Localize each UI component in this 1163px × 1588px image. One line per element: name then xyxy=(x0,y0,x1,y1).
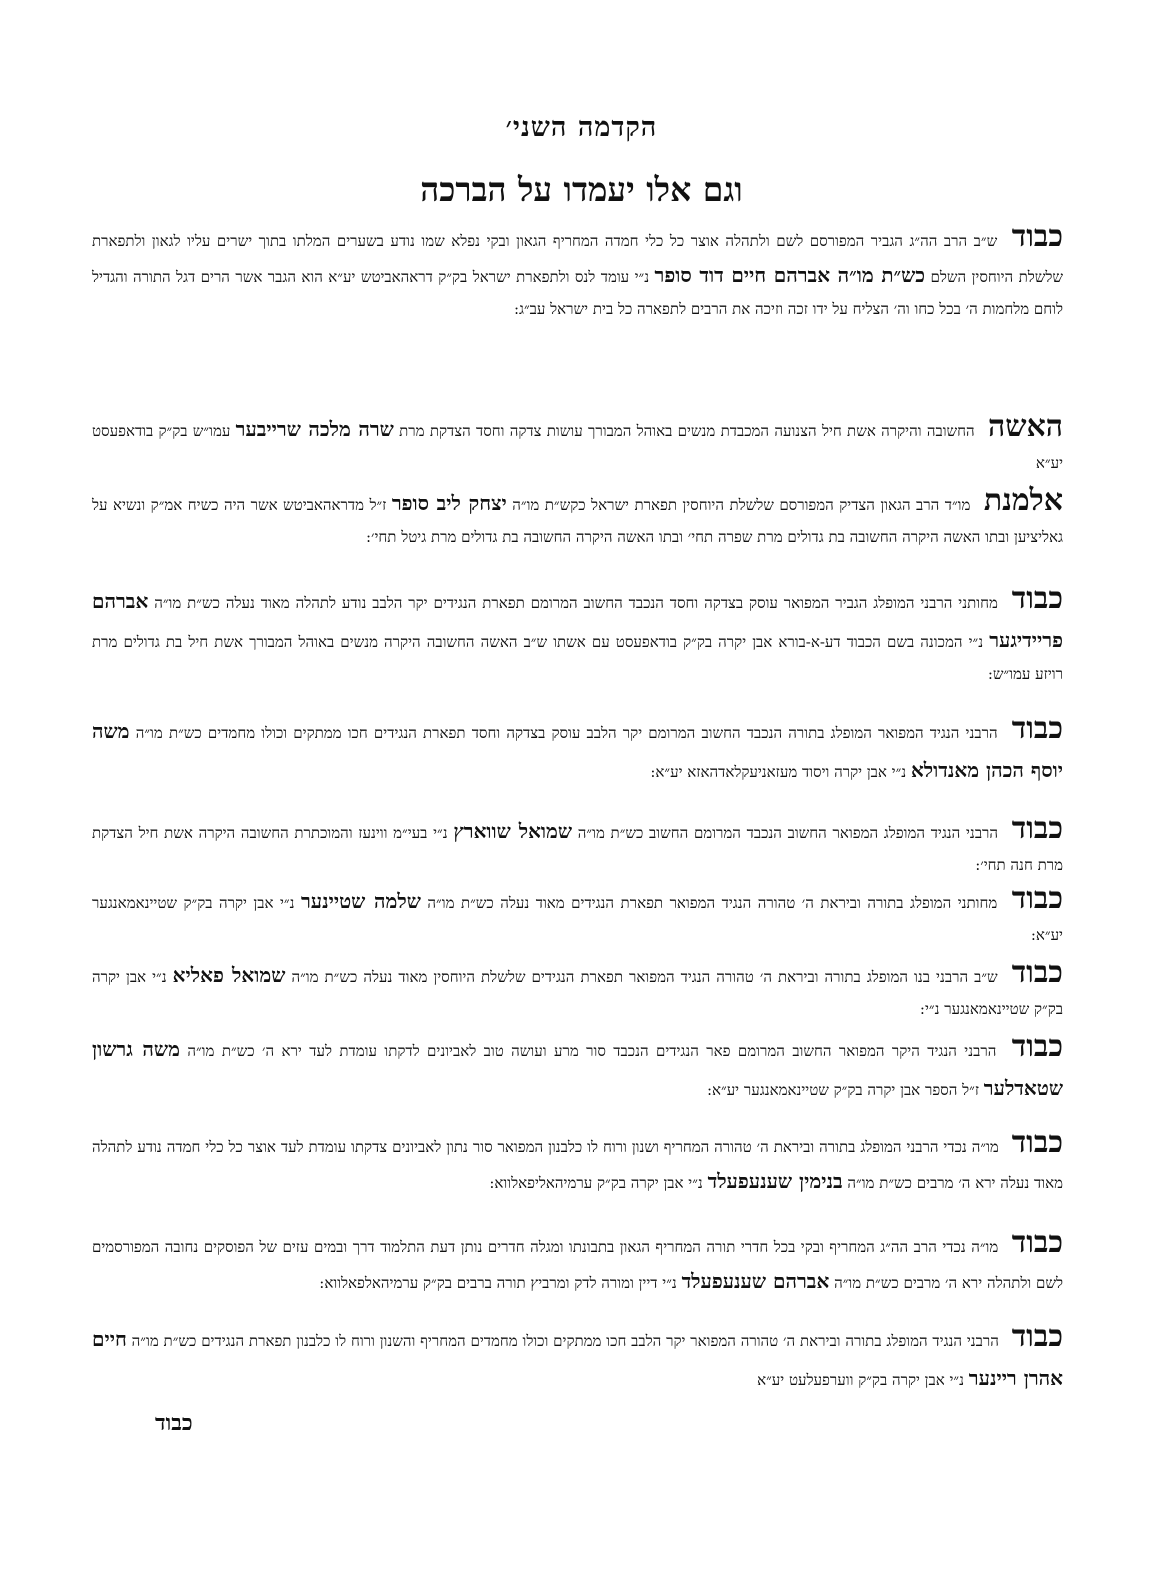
entry-text: ש״ב הרב הה״ג הגביר המפורסם לשם ולתהלה אוצר כל כלי חמדה המחריף הגאון ובקי נפלא שמו נודע בשערים המלתו בתוך ישרים עליו לגאון ולתפארת שלשלת היוחסין השלם xyxy=(92,232,1063,287)
entry-lead-word: כבוד xyxy=(1011,1125,1063,1160)
entry-text-continued: נ״י אבן יקרה בק״ק שטיינאמאנגער נ״י: xyxy=(92,968,1063,1018)
entry-text: מו״ד הרב הגאון הצדיק המפורסם שלשלת היוחסין תפארת ישראל כקש״ת מו״ה xyxy=(512,496,971,514)
entry-text: מחותני המופלג בתורה וביראת ה׳ טהורה הנגיד המפואר תפארת הנגידים מאוד נעלה כש״ת מו״ה xyxy=(427,894,998,912)
entry-lead-word: כבוד xyxy=(1011,711,1063,746)
entry-name: חיים אהרן ריינער xyxy=(92,1327,1063,1390)
entry-text-continued: נ״י אבן יקרה בק״ק ווערפעלעט יע״א xyxy=(757,1371,965,1389)
catchword: כבוד xyxy=(155,1410,193,1436)
entry-name: שמואל פאליא xyxy=(172,963,286,987)
entry-text: הרבני הנגיד המופלג בתורה וביראת ה׳ טהורה המפואר יקר הלבב חכו ממתקים וכולו מחמדים המחריף והשנון ורוח לו כלבנון תפארת הנגידים כש״ת מו״ה xyxy=(131,1332,999,1350)
entry-text: מו״ה נכדי הרב הה״ג המחריף ובקי בכל חדרי תורה המחריף הגאון בתבונתו ומגלה חדרים נותן דעת התלמוד דרך ובמים עזים של הפוסקים נחובה המפורסמים לשם ולתהלה ירא ה׳ מרבים כש״ת מו״ה xyxy=(92,1238,1063,1293)
page-subtitle: וגם אלו יעמדו על הברכה xyxy=(420,170,743,209)
dedication-entry xyxy=(92,1125,1063,1201)
entry-name: יצחק ליב סופר xyxy=(391,491,507,515)
dedication-entry xyxy=(92,484,1063,552)
entry-lead-word: כבוד xyxy=(1011,1319,1063,1354)
entry-lead-word: כבוד xyxy=(1011,881,1063,916)
entry-text: הרבני הנגיד היקר המפואר החשוב המרומם פאר הנגידים הנכבד סור מרע ועושה טוב לאביונים לדקתו עומדת לעד ירא ה׳ כש״ת מו״ה xyxy=(187,1042,997,1060)
dedication-entry xyxy=(92,882,1063,950)
entry-lead-word: האשה xyxy=(987,409,1063,444)
dedication-entry xyxy=(92,812,1063,880)
entry-lead-word: כבוד xyxy=(1011,581,1063,616)
entry-text-continued: נ״י אבן יקרה בק״ק שטיינאמאנגער יע״א: xyxy=(92,894,1063,944)
entry-text-continued: נ״י אבן יקרה ויסוד מעזאניעקלאדהאזא יע״א: xyxy=(650,763,907,781)
entry-name: משה יוסף הכהן מאנדולא xyxy=(92,719,1063,782)
entry-text-continued: נ״י בעי״מ ווינעז והמוכתרת החשובה היקרה אשת חיל הצדקת מרת חנה תחי׳: xyxy=(92,824,1063,874)
entry-lead-word: כבוד xyxy=(1011,1225,1063,1260)
page-title: הקדמה השני׳ xyxy=(505,112,658,143)
entry-text: הרבני הנגיד המופלג המפואר החשוב הנכבד המרומם החשוב כש״ת מו״ה xyxy=(577,824,999,842)
dedication-entry xyxy=(92,219,1063,325)
entry-text-continued: נ״י המכונה בשם הכבוד דע-א-בורא אבן יקרה בק״ק בודאפעסט עם אשתו ש״ב האשה החשובה היקרה מנשים באוהל המבורך אשת חיל בת גדולים מרת רויזע עמו״ש: xyxy=(92,633,1063,683)
entry-lead-word: כבוד xyxy=(1011,811,1063,846)
entry-text: החשובה והיקרה אשת חיל הצנועה המכבדת מנשים באוהל המבורך עושות צדקה וחסד הצדקת מרת xyxy=(399,422,975,440)
entry-text-continued: ז״ל מדראהאביטש אשר היה כשיח אמ״ק ונשיא על גאליציען ובתו האשה היקרה החשובה בת גדולים מרת שפרה תחי׳ ובתו האשה היקרה החשובה בת גדולים מרת גיטל תחי׳: xyxy=(92,496,1063,546)
dedication-entry xyxy=(92,410,1063,478)
entry-text: הרבני הנגיד המפואר המופלג בתורה הנכבד החשוב המרומם יקר הלבב עוסק בצדקה וחסד תפארת הנגידים חכו ממתקים וכולו מחמדים כש״ת מו״ה xyxy=(135,724,998,742)
entry-name: אברהם שענעפעלד xyxy=(681,1269,830,1294)
entry-lead-word: כבוד xyxy=(1011,955,1063,990)
entry-text-continued: ז״ל הספר אבן יקרה בק״ק שטיינאמאנגער יע״א: xyxy=(706,1081,980,1099)
entry-name: אברהם פריידיגער xyxy=(92,589,1063,652)
entry-text: מחותני הרבני המופלג הגביר המפואר עוסק בצדקה וחסד הנכבד החשוב המרומם תפארת הנגידים יקר הלבב נודע לתהלה מאוד נעלה כש״ת מו״ה xyxy=(154,594,998,612)
entry-lead-word: כבוד xyxy=(1011,1029,1063,1064)
dedication-entry xyxy=(92,956,1063,1024)
entry-name: בנימין שענעפעלד xyxy=(707,1169,843,1194)
entry-name: שמואל שווארץ xyxy=(453,819,573,843)
entry-name: שלמה שטיינער xyxy=(300,889,421,913)
entry-lead-word: אלמנת xyxy=(983,483,1063,518)
dedication-entry xyxy=(92,712,1063,790)
entry-name: משה גרשון שטאדלער xyxy=(92,1037,1063,1100)
dedication-entry xyxy=(92,582,1063,689)
entry-text-continued: נ״י דיין ומורה לדק ומרביץ תורה ברבים בק״ק ערמיהאלפאלווא: xyxy=(319,1274,677,1293)
entry-name: שרה מלכה שרייבער xyxy=(235,417,394,441)
entry-text-continued: נ״י אבן יקרה בק״ק ערמיהאליפאלווא: xyxy=(489,1174,703,1193)
entry-text-continued: נ״י עומד לנס ולתפארת ישראל בק״ק דראהאביטש יע״א הוא הגבר אשר הרים דגל התורה והגדיל לוחם מלחמות ה׳ בכל כחו וה׳ הצליח על ידו זכה וזיכה את הרבים לתפארה כל בית ישראל עב״ג: xyxy=(92,268,1063,319)
dedication-entry xyxy=(92,1225,1063,1301)
entry-name: כש״ת מו״ה אברהם חיים דוד סופר xyxy=(654,263,926,288)
dedication-entry xyxy=(92,1320,1063,1398)
entry-text-continued: עמו״ש בק״ק בודאפעסט יע״א xyxy=(92,422,1063,472)
entry-text: מו״ה נכדי הרבני המופלג בתורה וביראת ה׳ טהורה המחריף ושנון ורוח לו כלבנון המפואר סור נתון לאביונים צדקתו עומדת לעד אוצר כל כלי חמדה נודע לתהלה מאוד נעלה ירא ה׳ מרבים כש״ת מו״ה xyxy=(92,1138,1063,1193)
entry-lead-word: כבוד xyxy=(1011,219,1063,254)
dedication-entry xyxy=(92,1030,1063,1108)
entry-text: ש״ב הרבני בנו המופלג בתורה וביראת ה׳ טהורה הנגיד המפואר תפארת הנגידים שלשלת היוחסין מאוד נעלה כש״ת מו״ה xyxy=(291,968,998,986)
